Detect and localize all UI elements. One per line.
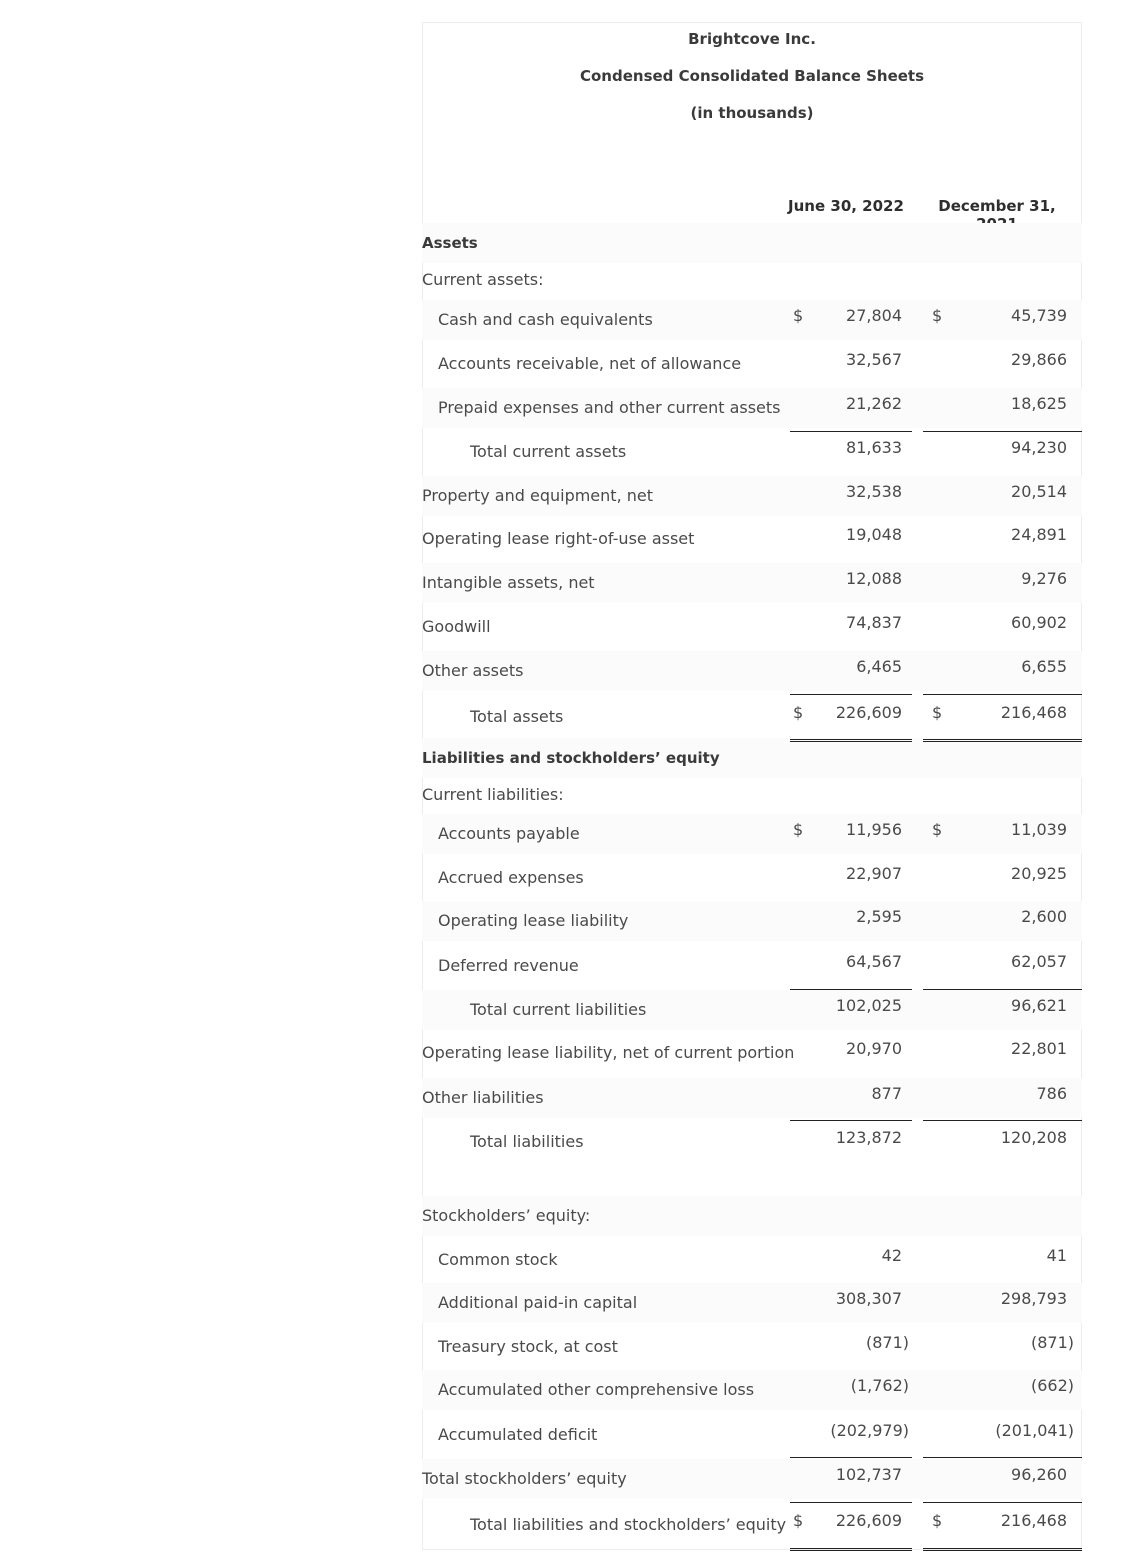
row-label: Intangible assets, net bbox=[422, 573, 595, 592]
currency-symbol: $ bbox=[793, 1511, 804, 1530]
table-row bbox=[422, 738, 1082, 778]
value-june-2022: 226,609 bbox=[835, 1511, 902, 1530]
value-dec-2021: 786 bbox=[1036, 1084, 1067, 1103]
value-june-2022: 32,538 bbox=[846, 482, 902, 501]
row-label: Assets bbox=[422, 234, 478, 252]
value-dec-2021: 298,793 bbox=[1000, 1289, 1067, 1308]
currency-symbol: $ bbox=[932, 703, 943, 722]
row-label: Common stock bbox=[438, 1250, 558, 1269]
value-june-2022: (1,762) bbox=[850, 1376, 909, 1395]
row-label: Total current assets bbox=[470, 442, 627, 461]
table-row bbox=[422, 1122, 1082, 1162]
currency-symbol: $ bbox=[932, 1511, 943, 1530]
value-june-2022: 226,609 bbox=[835, 703, 902, 722]
table-row bbox=[422, 1078, 1082, 1118]
subtotal-rule bbox=[790, 989, 912, 990]
value-june-2022: 102,025 bbox=[835, 996, 902, 1015]
currency-symbol: $ bbox=[793, 306, 804, 325]
value-dec-2021: 2,600 bbox=[1021, 907, 1067, 926]
subtotal-rule bbox=[790, 431, 912, 432]
value-june-2022: 308,307 bbox=[835, 1289, 902, 1308]
row-label: Total assets bbox=[470, 707, 564, 726]
value-dec-2021: 41 bbox=[1046, 1246, 1067, 1265]
subtotal-rule bbox=[790, 1502, 912, 1503]
column-header-june-2022: June 30, 2022 bbox=[788, 197, 904, 215]
value-dec-2021: 18,625 bbox=[1011, 394, 1067, 413]
row-label: Treasury stock, at cost bbox=[438, 1337, 618, 1356]
row-label: Other assets bbox=[422, 661, 524, 680]
row-label: Accrued expenses bbox=[438, 868, 584, 887]
row-label: Deferred revenue bbox=[438, 956, 579, 975]
value-june-2022: 6,465 bbox=[856, 657, 902, 676]
table-row bbox=[422, 563, 1082, 603]
currency-symbol: $ bbox=[793, 820, 804, 839]
double-underline bbox=[923, 1548, 1082, 1551]
row-label: Accounts payable bbox=[438, 824, 580, 843]
table-row bbox=[422, 1415, 1082, 1455]
table-row bbox=[422, 260, 1082, 300]
table-row bbox=[422, 697, 1082, 737]
value-dec-2021: 9,276 bbox=[1021, 569, 1067, 588]
statement-subtitle: (in thousands) bbox=[690, 104, 814, 122]
table-row bbox=[422, 1196, 1082, 1236]
value-june-2022: 27,804 bbox=[846, 306, 902, 325]
value-june-2022: 11,956 bbox=[846, 820, 902, 839]
table-row bbox=[422, 607, 1082, 647]
row-label: Stockholders’ equity: bbox=[422, 1206, 591, 1225]
value-june-2022: 32,567 bbox=[846, 350, 902, 369]
row-label: Total stockholders’ equity bbox=[422, 1469, 627, 1488]
row-label: Accumulated deficit bbox=[438, 1425, 598, 1444]
currency-symbol: $ bbox=[793, 703, 804, 722]
table-row bbox=[422, 1240, 1082, 1280]
subtotal-rule bbox=[923, 1457, 1082, 1458]
row-label: Current liabilities: bbox=[422, 785, 564, 804]
row-label: Current assets: bbox=[422, 270, 544, 289]
row-label: Liabilities and stockholders’ equity bbox=[422, 749, 720, 767]
value-dec-2021: 20,514 bbox=[1011, 482, 1067, 501]
table-row bbox=[422, 519, 1082, 559]
value-dec-2021: (662) bbox=[1030, 1376, 1074, 1395]
row-label: Property and equipment, net bbox=[422, 486, 653, 505]
table-row bbox=[422, 1370, 1082, 1410]
value-june-2022: (871) bbox=[865, 1333, 909, 1352]
statement-title: Condensed Consolidated Balance Sheets bbox=[579, 67, 925, 85]
subtotal-rule bbox=[790, 1120, 912, 1121]
column-header-dec-2021: December 31, bbox=[938, 197, 1056, 215]
subtotal-rule bbox=[790, 1457, 912, 1458]
value-dec-2021: 22,801 bbox=[1011, 1039, 1067, 1058]
subtotal-rule bbox=[923, 1502, 1082, 1503]
subtotal-rule bbox=[923, 1120, 1082, 1121]
currency-symbol: $ bbox=[932, 306, 943, 325]
row-label: Accumulated other comprehensive loss bbox=[438, 1380, 755, 1399]
value-june-2022: 22,907 bbox=[846, 864, 902, 883]
value-dec-2021: 45,739 bbox=[1011, 306, 1067, 325]
value-june-2022: 2,595 bbox=[856, 907, 902, 926]
row-label: Total current liabilities bbox=[470, 1000, 647, 1019]
double-underline bbox=[790, 739, 912, 742]
table-row bbox=[422, 775, 1082, 815]
currency-symbol: $ bbox=[932, 820, 943, 839]
value-dec-2021: 94,230 bbox=[1011, 438, 1067, 457]
row-label: Additional paid-in capital bbox=[438, 1293, 638, 1312]
table-row bbox=[422, 1505, 1082, 1545]
subtotal-rule bbox=[923, 431, 1082, 432]
double-underline bbox=[923, 739, 1082, 742]
row-label: Goodwill bbox=[422, 617, 491, 636]
table-row bbox=[422, 946, 1082, 986]
row-label: Operating lease right-of-use asset bbox=[422, 529, 695, 548]
value-june-2022: 877 bbox=[871, 1084, 902, 1103]
value-dec-2021: 60,902 bbox=[1011, 613, 1067, 632]
row-label: Other liabilities bbox=[422, 1088, 544, 1107]
value-dec-2021: 216,468 bbox=[1000, 703, 1067, 722]
row-label: Operating lease liability bbox=[438, 911, 629, 930]
value-june-2022: 64,567 bbox=[846, 952, 902, 971]
table-row bbox=[422, 432, 1082, 472]
value-june-2022: 42 bbox=[881, 1246, 902, 1265]
table-row bbox=[422, 344, 1082, 384]
value-june-2022: 19,048 bbox=[846, 525, 902, 544]
row-label: Prepaid expenses and other current assets bbox=[438, 398, 781, 417]
double-underline bbox=[790, 1548, 912, 1551]
value-june-2022: 21,262 bbox=[846, 394, 902, 413]
value-dec-2021: (201,041) bbox=[995, 1421, 1074, 1440]
company-name: Brightcove Inc. bbox=[688, 30, 816, 48]
subtotal-rule bbox=[923, 989, 1082, 990]
value-dec-2021: 96,621 bbox=[1011, 996, 1067, 1015]
value-june-2022: 12,088 bbox=[846, 569, 902, 588]
table-row bbox=[422, 1459, 1082, 1499]
value-june-2022: 123,872 bbox=[835, 1128, 902, 1147]
row-label: Accounts receivable, net of allowance bbox=[438, 354, 742, 373]
table-row bbox=[422, 858, 1082, 898]
subtotal-rule bbox=[790, 694, 912, 695]
value-dec-2021: 96,260 bbox=[1011, 1465, 1067, 1484]
value-dec-2021: 11,039 bbox=[1011, 820, 1067, 839]
value-june-2022: 81,633 bbox=[846, 438, 902, 457]
value-dec-2021: (871) bbox=[1030, 1333, 1074, 1352]
value-june-2022: (202,979) bbox=[830, 1421, 909, 1440]
value-dec-2021: 29,866 bbox=[1011, 350, 1067, 369]
value-dec-2021: 216,468 bbox=[1000, 1511, 1067, 1530]
subtotal-rule bbox=[923, 694, 1082, 695]
table-row bbox=[422, 1327, 1082, 1367]
value-dec-2021: 6,655 bbox=[1021, 657, 1067, 676]
table-row bbox=[422, 901, 1082, 941]
row-label: Total liabilities and stockholders’ equity bbox=[470, 1515, 787, 1534]
table-row bbox=[422, 1283, 1082, 1323]
table-row bbox=[422, 300, 1082, 340]
table-row bbox=[422, 388, 1082, 428]
value-dec-2021: 20,925 bbox=[1011, 864, 1067, 883]
table-row bbox=[422, 651, 1082, 691]
table-row bbox=[422, 1033, 1082, 1073]
value-june-2022: 20,970 bbox=[846, 1039, 902, 1058]
row-label: Cash and cash equivalents bbox=[438, 310, 653, 329]
value-june-2022: 102,737 bbox=[835, 1465, 902, 1484]
value-dec-2021: 24,891 bbox=[1011, 525, 1067, 544]
table-row bbox=[422, 990, 1082, 1030]
row-label: Total liabilities bbox=[470, 1132, 584, 1151]
row-label: Operating lease liability, net of current portion bbox=[422, 1043, 795, 1062]
table-row bbox=[422, 223, 1082, 263]
value-dec-2021: 120,208 bbox=[1000, 1128, 1067, 1147]
value-dec-2021: 62,057 bbox=[1011, 952, 1067, 971]
table-row bbox=[422, 476, 1082, 516]
value-june-2022: 74,837 bbox=[846, 613, 902, 632]
table-row bbox=[422, 814, 1082, 854]
